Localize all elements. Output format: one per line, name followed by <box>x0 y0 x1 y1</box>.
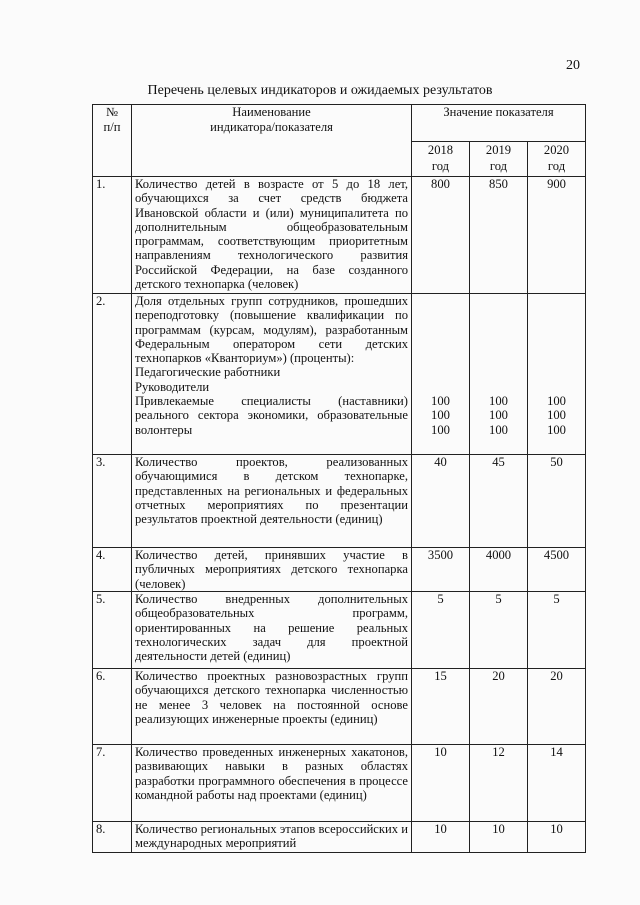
value-2020: 900 <box>528 177 586 294</box>
subitem-value: 100 <box>489 408 508 423</box>
value-2019: 4000 <box>470 548 528 592</box>
table-row <box>93 294 586 455</box>
subitem-value: 100 <box>547 394 566 408</box>
value-2020: 14 <box>528 745 586 822</box>
value-2019: 10 <box>470 822 528 853</box>
table-row <box>93 745 586 822</box>
table-row <box>93 592 586 669</box>
value-2020: 4500 <box>528 548 586 592</box>
value-2018 <box>412 294 470 455</box>
row-num: 3. <box>93 455 132 548</box>
page-title: Перечень целевых индикаторов и ожидаемых результатов <box>147 83 493 98</box>
header-value-group: Значение показателя <box>412 105 586 142</box>
header-year-2018: 2018 год <box>412 142 470 177</box>
subitem-label: Педагогические работники <box>135 365 281 380</box>
value-2019 <box>470 294 528 455</box>
subitem-value: 100 <box>489 394 508 408</box>
value-2018: 5 <box>412 592 470 669</box>
value-2019: 5 <box>470 592 528 669</box>
value-2019: 20 <box>470 669 528 745</box>
header-year-2020: 2020 год <box>528 142 586 177</box>
row-num: 4. <box>93 548 132 592</box>
subitem-value: 100 <box>431 422 450 437</box>
row-indicator: Количество проектов, реализованных обучающимися в детском технопарке, представленных на региональных и федеральных отчетных мероприятиях по презентации результатов проектной деятельности (единиц) <box>132 455 412 548</box>
subitem-value: 100 <box>547 422 566 437</box>
table-row <box>93 455 586 548</box>
row-indicator-text: Доля отдельных групп сотрудников, прошедших переподготовку (повышение квалификации по программам (курсам, модулям), разработанным Федеральным оператором сети детских технопарков «Кванториум») (проценты): <box>135 294 408 366</box>
indicators-table <box>92 104 586 853</box>
subitem-value: 100 <box>547 408 566 423</box>
row-indicator: Количество внедренных дополнительных общеобразовательных программ, ориентированных на решение реальных технологических задач для проектной деятельности детей (единиц) <box>132 592 412 669</box>
row-num: 6. <box>93 669 132 745</box>
row-num: 2. <box>93 294 132 455</box>
value-2018: 3500 <box>412 548 470 592</box>
row-num: 8. <box>93 822 132 853</box>
header-year-2019: 2019 год <box>470 142 528 177</box>
header-name: Наименование индикатора/показателя <box>132 105 412 177</box>
row-num: 5. <box>93 592 132 669</box>
value-2018: 10 <box>412 822 470 853</box>
value-2020 <box>528 294 586 455</box>
subitem-label: Привлекаемые специалисты (наставники) реального сектора экономики, образовательные волонтеры <box>135 394 408 437</box>
subitem-value: 100 <box>431 394 450 408</box>
table-row <box>93 177 586 294</box>
row-num: 1. <box>93 177 132 294</box>
row-indicator: Количество детей в возрасте от 5 до 18 лет, обучающихся за счет средств бюджета Ивановской области и (или) муниципалитета по дополнительным общеобразовательным программам, соответствующим приоритетным направлениям технологического развития Российской Федерации, на базе созданного детского технопарка (человек) <box>132 177 412 294</box>
value-2018: 40 <box>412 455 470 548</box>
subitem-value: 100 <box>489 422 508 437</box>
value-2018: 800 <box>412 177 470 294</box>
value-2018: 15 <box>412 669 470 745</box>
header-num: № п/п <box>93 105 132 177</box>
value-2020: 10 <box>528 822 586 853</box>
value-2020: 20 <box>528 669 586 745</box>
page-number: 20 <box>566 58 580 73</box>
row-indicator: Количество проведенных инженерных хакатонов, развивающих навыки в разных областях разработки программного обеспечения в процессе командной работы над проектами (единиц) <box>132 745 412 822</box>
row-indicator <box>132 294 412 455</box>
row-indicator: Количество проектных разновозрастных групп обучающихся детского технопарка численностью не менее 3 человек на постоянной основе реализующих инженерные проекты (единиц) <box>132 669 412 745</box>
value-2020: 5 <box>528 592 586 669</box>
table-row <box>93 822 586 853</box>
value-2020: 50 <box>528 455 586 548</box>
row-indicator: Количество региональных этапов всероссийских и международных мероприятий <box>132 822 412 853</box>
value-2019: 12 <box>470 745 528 822</box>
table-row <box>93 548 586 592</box>
subitem-value: 100 <box>431 408 450 423</box>
table-row <box>93 669 586 745</box>
row-indicator: Количество детей, принявших участие в публичных мероприятиях детского технопарка (человек) <box>132 548 412 592</box>
value-2019: 45 <box>470 455 528 548</box>
value-2018: 10 <box>412 745 470 822</box>
table-header <box>93 105 586 177</box>
value-2019: 850 <box>470 177 528 294</box>
subitem-label: Руководители <box>135 379 210 394</box>
row-num: 7. <box>93 745 132 822</box>
